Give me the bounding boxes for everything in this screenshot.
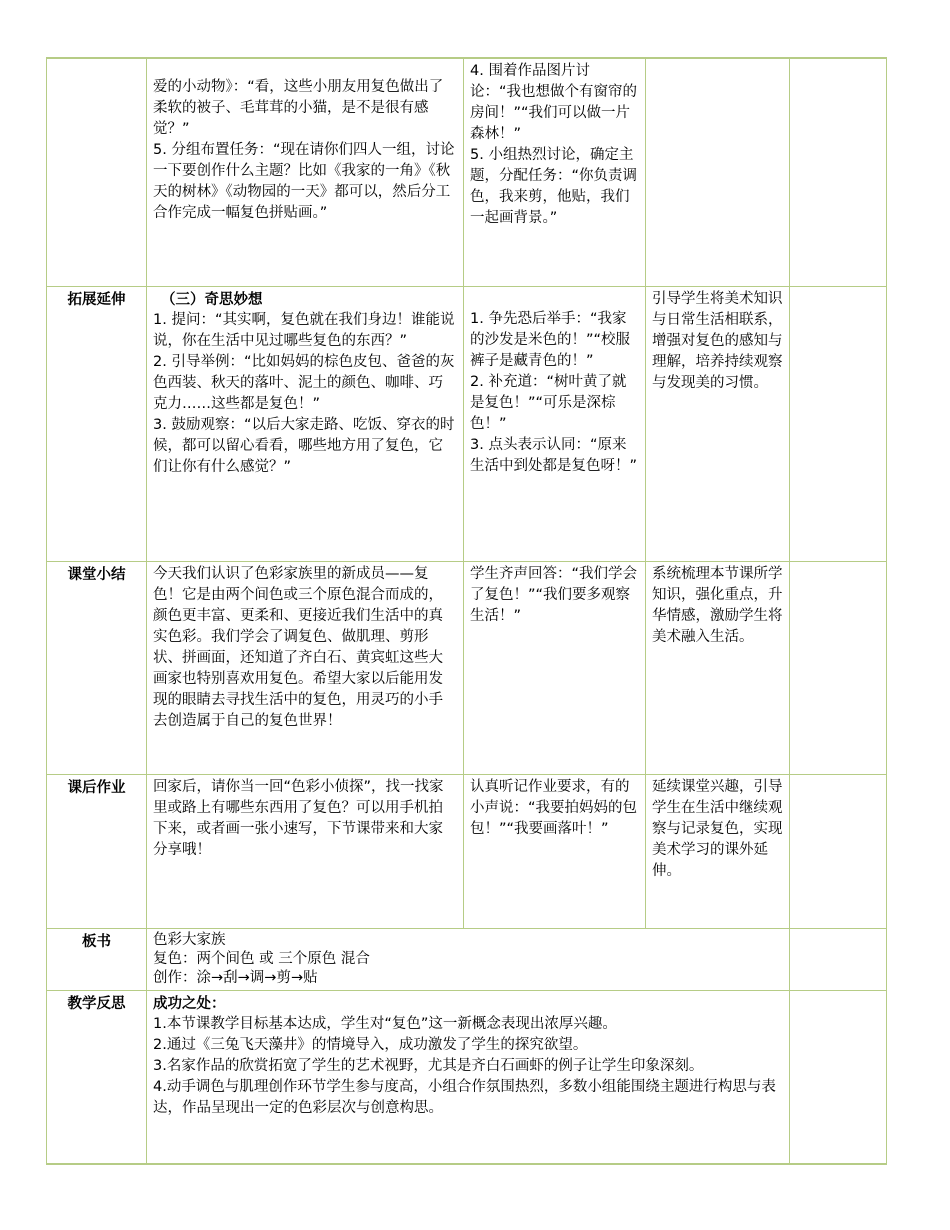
note-cell xyxy=(790,928,887,990)
teacher-paragraph: 1. 提问：“其实啊，复色就在我们身边！谁能说说，你在生活中见过哪些复色的东西？” xyxy=(153,311,455,349)
row-label: 拓展延伸 xyxy=(47,286,147,561)
lesson-plan-page xyxy=(46,57,887,1165)
student-paragraph: 4. 围着作品图片讨论：“我也想做个有窗帘的房间！”“我们可以做一片森林！” xyxy=(470,63,638,142)
student-paragraph: 1. 争先恐后举手：“我家的沙发是米色的！”“校服裤子是藏青色的！” xyxy=(470,310,631,369)
table-row-continuation xyxy=(47,58,887,286)
row-label xyxy=(47,58,147,286)
teacher-paragraph: 5. 分组布置任务：“现在请你们四人一组，讨论一下要创作什么主题？比如《我家的一角》《秋天的树林》《动物园的一天》都可以，然后分工合作完成一幅复色拼贴画。” xyxy=(153,142,455,221)
teacher-paragraph: 今天我们认识了色彩家族里的新成员——复色！它是由两个间色或三个原色混合而成的，颜色更丰富、更柔和、更接近我们生活中的真实色彩。我们学会了调复色、做肌理、剪形状、拼画面，还知道了齐白石、黄宾虹这些大画家也特别喜欢用复色。希望大家以后能用发现的眼睛去寻找生活中的复色，用灵巧的小手去创造属于自己的复色世界！ xyxy=(153,565,443,729)
teacher-paragraph: 2. 引导举例：“比如妈妈的棕色皮包、爸爸的灰色西装、秋天的落叶、泥土的颜色、咖啡、巧克力……这些都是复色！” xyxy=(153,353,455,412)
student-paragraph: 学生齐声回答：“我们学会了复色！”“我们要多观察生活！” xyxy=(470,565,638,624)
note-cell xyxy=(790,58,887,286)
note-cell xyxy=(790,286,887,561)
reflection-line: 4.动手调色与肌理创作环节学生参与度高，小组合作氛围热烈，多数小组能围绕主题进行构思与表达，作品呈现出一定的色彩层次与创意构思。 xyxy=(153,1078,776,1116)
teacher-activity-cell xyxy=(147,774,464,928)
reflection-line: 3.名家作品的欣赏拓宽了学生的艺术视野，尤其是齐白石画虾的例子让学生印象深刻。 xyxy=(153,1057,704,1074)
student-activity-cell xyxy=(464,561,646,774)
lesson-plan-table xyxy=(46,57,887,1165)
teacher-activity-cell xyxy=(147,561,464,774)
table-row-summary xyxy=(47,561,887,774)
design-intent-cell xyxy=(646,58,790,286)
teacher-paragraph: 3. 鼓励观察：“以后大家走路、吃饭、穿衣的时候，都可以留心看看，哪些地方用了复色，它们让你有什么感觉？” xyxy=(153,416,455,475)
note-cell xyxy=(790,774,887,928)
student-activity-cell xyxy=(464,286,646,561)
board-line: 复色：两个间色 或 三个原色 混合 xyxy=(153,950,370,967)
table-row-homework xyxy=(47,774,887,928)
student-activity-cell xyxy=(464,58,646,286)
teacher-paragraph: 爱的小动物》：“看，这些小朋友用复色做出了柔软的被子、毛茸茸的小猫，是不是很有感觉？” xyxy=(153,79,444,137)
table-row-extension xyxy=(47,286,887,561)
reflection-content-cell xyxy=(147,990,790,1164)
teacher-activity-cell xyxy=(147,286,464,561)
design-intent-cell: 引导学生将美术知识与日常生活相联系，增强对复色的感知与理解，培养持续观察与发现美的习惯。 xyxy=(646,286,790,561)
row-label: 课堂小结 xyxy=(47,561,147,774)
row-label: 课后作业 xyxy=(47,774,147,928)
teacher-paragraph: 回家后，请你当一回“色彩小侦探”，找一找家里或路上有哪些东西用了复色？可以用手机拍下来，或者画一张小速写，下节课带来和大家分享哦！ xyxy=(153,778,444,858)
table-row-board xyxy=(47,928,887,990)
board-line: 色彩大家族 xyxy=(153,931,226,948)
student-paragraph: 认真听记作业要求，有的小声说：“我要拍妈妈的包包！”“我要画落叶！” xyxy=(470,778,638,837)
student-activity-cell xyxy=(464,774,646,928)
reflection-line: 2.通过《三兔飞天藻井》的情境导入，成功激发了学生的探究欲望。 xyxy=(153,1036,588,1053)
design-intent-cell: 系统梳理本节课所学知识，强化重点，升华情感，激励学生将美术融入生活。 xyxy=(646,561,790,774)
reflection-line: 1.本节课教学目标基本达成，学生对“复色”这一新概念表现出浓厚兴趣。 xyxy=(153,1015,617,1032)
section-subtitle: （三）奇思妙想 xyxy=(161,290,263,308)
table-row-reflection xyxy=(47,990,887,1164)
row-label: 板书 xyxy=(47,928,147,990)
row-label: 教学反思 xyxy=(47,990,147,1164)
student-paragraph: 5. 小组热烈讨论，确定主题，分配任务：“你负责调色，我来剪，他贴，我们一起画背景。” xyxy=(470,147,638,226)
teacher-activity-cell xyxy=(147,58,464,286)
student-paragraph: 3. 点头表示认同：“原来生活中到处都是复色呀！” xyxy=(470,436,638,474)
board-line: 创作：涂→刮→调→剪→贴 xyxy=(153,969,318,986)
reflection-heading: 成功之处： xyxy=(153,994,226,1012)
student-paragraph: 2. 补充道：“树叶黄了就是复色！”“可乐是深棕色！” xyxy=(470,373,627,432)
note-cell xyxy=(790,561,887,774)
board-content-cell xyxy=(147,928,790,990)
note-cell xyxy=(790,990,887,1164)
design-intent-cell: 延续课堂兴趣，引导学生在生活中继续观察与记录复色，实现美术学习的课外延伸。 xyxy=(646,774,790,928)
